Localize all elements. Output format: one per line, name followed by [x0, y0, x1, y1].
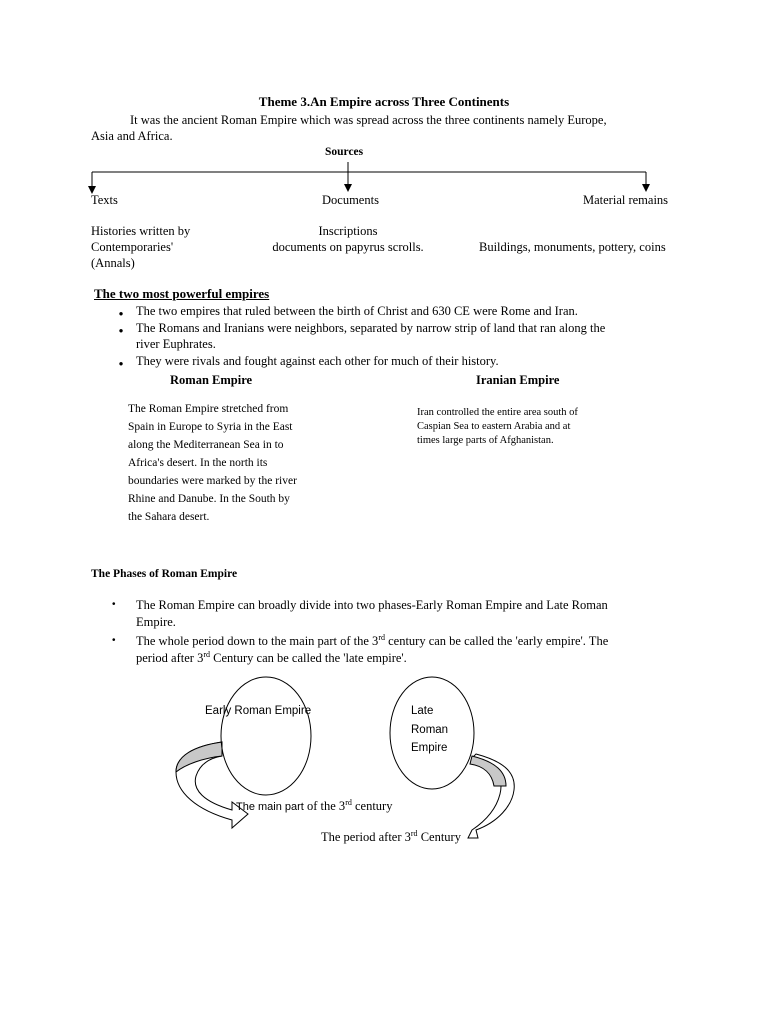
label-line: Late	[411, 705, 434, 717]
text-span: century can be called the 'early empire'. The	[384, 634, 609, 648]
label-line: Roman	[411, 723, 449, 736]
bullet-icon: •	[112, 635, 116, 646]
intro-line-1: It was the ancient Roman Empire which was spread across the three continents namely Europe,	[130, 113, 607, 127]
description-line: Africa's desert. In the north its	[128, 457, 268, 469]
text-span: of the 3	[303, 799, 346, 813]
text-span: Century	[417, 830, 461, 844]
description-line: Spain in Europe to Syria in the East	[128, 421, 293, 433]
detail-line: Inscriptions	[318, 224, 378, 238]
bullet-text: They were rivals and fought against each other for much of their history.	[136, 353, 499, 368]
late-roman-empire-label	[411, 702, 448, 758]
source-material-label: Material remains	[583, 193, 669, 207]
bullet-text: The two empires that ruled between the birth of Christ and 630 CE were Rome and Iran.	[136, 304, 578, 318]
label-line: Empire	[411, 742, 448, 754]
early-roman-empire-label: Early Roman Empire	[205, 705, 312, 717]
powerful-empires-heading: The two most powerful empires	[94, 286, 270, 301]
source-texts-label: Texts	[91, 193, 118, 207]
detail-line: documents on papyrus scrolls.	[272, 240, 424, 254]
bullet-icon: ●	[118, 325, 124, 335]
detail-line: (Annals)	[91, 256, 135, 270]
text-span: period after 3	[136, 650, 204, 665]
description-line: times large parts of Afghanistan.	[417, 435, 554, 446]
description-line: Caspian Sea to eastern Arabia and at	[417, 421, 571, 432]
superscript: rd	[203, 649, 210, 659]
description-line: Iran controlled the entire area south of	[417, 407, 578, 418]
phases-heading: The Phases of Roman Empire	[91, 568, 238, 580]
source-documents-label: Documents	[322, 193, 379, 207]
superscript: rd	[345, 797, 352, 807]
intro-line-2: Asia and Africa.	[91, 129, 173, 143]
detail-line: Contemporaries'	[91, 240, 174, 254]
description-line: Rhine and Danube. In the South by	[128, 493, 290, 505]
description-line: boundaries were marked by the river	[128, 475, 297, 487]
bullet-text: Empire.	[136, 614, 176, 629]
sources-heading: Sources	[325, 146, 364, 158]
period-after-caption	[321, 829, 461, 845]
text-span: The period after 3	[321, 830, 411, 844]
page-title: Theme 3.An Empire across Three Continents	[258, 94, 510, 109]
text-span: Century can be called the 'late empire'.	[210, 650, 407, 665]
text-span: The whole period down to the main part of the 3	[136, 634, 379, 648]
source-material-detail: Buildings, monuments, pottery, coins	[479, 240, 666, 254]
bullet-text: The Roman Empire can broadly divide into two phases-Early Roman Empire and Late Roman	[136, 598, 608, 612]
bullet-icon: •	[112, 599, 116, 610]
description-line: the Sahara desert.	[128, 511, 210, 523]
bullet-text: The Romans and Iranians were neighbors, separated by narrow strip of land that ran along the	[136, 320, 606, 335]
text-span: The main part	[236, 801, 304, 813]
early-empire-circle	[221, 677, 311, 795]
roman-empire-heading: Roman Empire	[170, 373, 253, 387]
description-line: The Roman Empire stretched from	[128, 403, 289, 415]
superscript: rd	[410, 828, 418, 838]
bullet-icon: ●	[118, 358, 124, 368]
bullet-text: river Euphrates.	[136, 337, 216, 351]
iranian-empire-heading: Iranian Empire	[476, 373, 560, 387]
description-line: along the Mediterranean Sea in to	[128, 439, 284, 451]
text-span: century	[351, 799, 393, 813]
main-part-caption	[236, 798, 392, 814]
superscript: rd	[378, 632, 385, 642]
detail-line: Histories written by	[91, 224, 191, 238]
bullet-icon: ●	[118, 309, 124, 318]
